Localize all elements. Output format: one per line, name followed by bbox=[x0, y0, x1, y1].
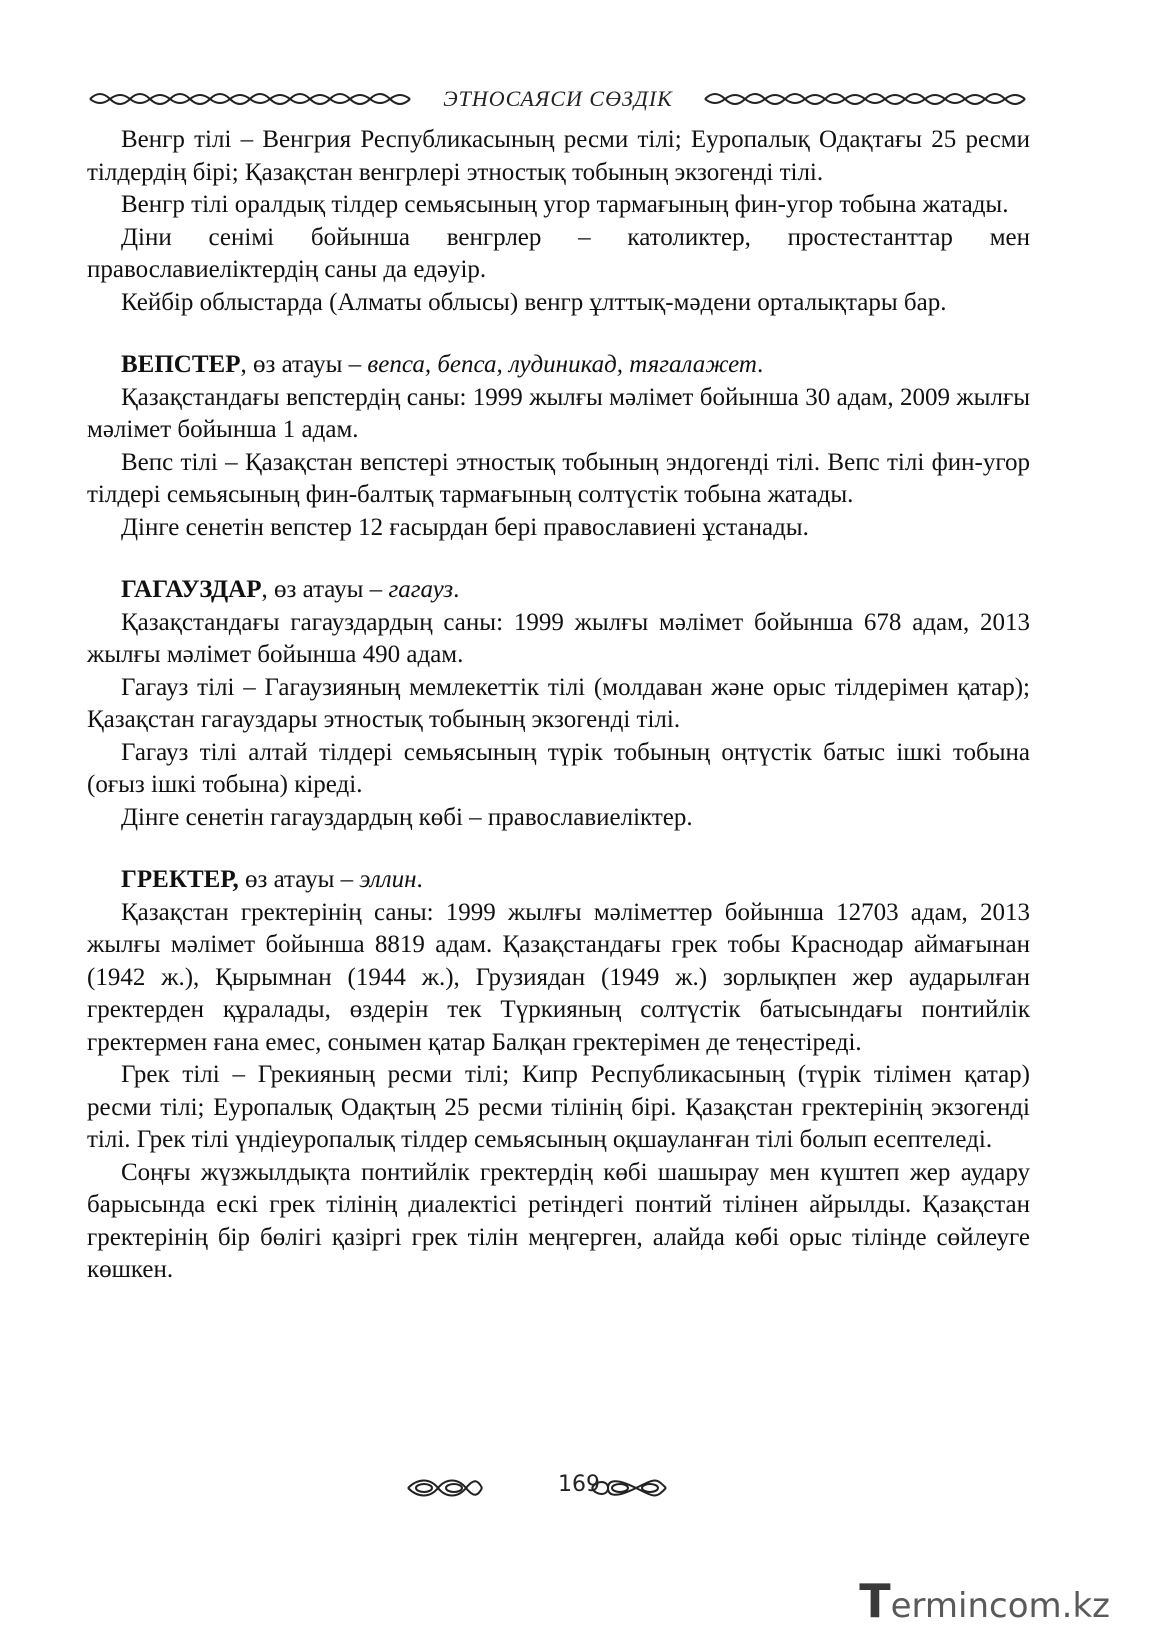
entry-self-name: гагауз bbox=[388, 576, 454, 603]
paragraph: Кейбір облыстарда (Алматы облысы) венгр ұлттық-мәдени орталықтары бар. bbox=[121, 288, 947, 316]
paragraph: Соңғы жүзжылдықта понтийлік гректердің көбі шашырау мен күштеп жер аудару барысында ескі грек тілінің диалектісі ретіндегі понтий тілінен айрылды. Қазақстан гректерінің бір бөлігі қазіргі грек тілін меңгерген, алайда көбі орыс тілінде сөйлеуге көшкен. bbox=[87, 1158, 1030, 1283]
paragraph: Қазақстандағы вепстердің саны: 1999 жылғы мәлімет бойынша 30 адам, 2009 жылғы мәлімет бойынша 1 адам. bbox=[87, 383, 1030, 443]
paragraph: Венгр тілі – Венгрия Республикасының ресми тілі; Еуропалық Одақтағы 25 ресми тілдердің бірі; Қазақстан венгрлері этностық тобының экзогенді тілі. bbox=[87, 126, 1030, 186]
paragraph: Дінге сенетін вепстер 12 ғасырдан бері православиені ұстанады. bbox=[121, 513, 809, 541]
watermark-logo bbox=[859, 1574, 1110, 1628]
entry-lead: , өз атауы – bbox=[240, 351, 368, 378]
paragraph: Дінге сенетін гагауздардың көбі – православиеліктер. bbox=[121, 803, 693, 831]
entry-self-name: вепса, бепса, лудиникад, тягалажет bbox=[367, 351, 757, 378]
entry-term: ГРЕКТЕР, bbox=[121, 866, 239, 893]
watermark-text: ermincom.kz bbox=[890, 1586, 1110, 1626]
paragraph: Венгр тілі оралдық тілдер семьясының угор тармағының фин-угор тобына жатады. bbox=[121, 191, 1009, 218]
entry-term: ВЕПСТЕР bbox=[121, 351, 241, 378]
footer-right-flourish-icon bbox=[590, 1476, 670, 1500]
entry-heading-gagauzdar bbox=[87, 574, 1030, 607]
entry-heading-grekter bbox=[87, 864, 1030, 897]
page-number: 169 bbox=[558, 1472, 600, 1497]
page-footer bbox=[0, 1468, 1158, 1508]
paragraph: Грек тілі – Грекияның ресми тілі; Кипр Республикасының (түрік тілімен қатар) ресми тілі; Еуропалық Одақтың 25 ресми тілінің бірі. Қазақстан гректерінің экзогенді тілі. Грек тілі үндіеуропалық тілдер семьясының оқшауланған тілі болып есептеледі. bbox=[87, 1061, 1030, 1153]
paragraph: Вепс тілі – Қазақстан вепстері этностық тобының эндогенді тілі. Вепс тілі фин-угор тілдері семьясының фин-балтық тармағының солтүстік тобына жатады. bbox=[87, 448, 1030, 508]
entry-lead: өз атауы – bbox=[238, 866, 360, 893]
watermark-big-letter: T bbox=[859, 1574, 891, 1628]
right-ornament-icon bbox=[703, 88, 1028, 110]
entry-term: ГАГАУЗДАР bbox=[121, 576, 262, 603]
entry-end: . bbox=[757, 351, 764, 378]
page-body bbox=[87, 124, 1030, 1287]
entry-lead: , өз атауы – bbox=[261, 576, 389, 603]
paragraph: Қазақстан гректерінің саны: 1999 жылғы мәліметтер бойынша 12703 адам, 2013 жылғы мәлімет бойынша 8819 адам. Қазақстандағы грек тобы Краснодар аймағынан (1942 ж.), Қырымнан (1944 ж.), Грузиядан (1949 ж.) зорлықпен жер аударылған гректерден құралады, өздерін тек Түркияның солтүстік батысындағы понтийлік гректермен ғана емес, сонымен қатар Балқан гректерімен де теңестіреді. bbox=[87, 898, 1030, 1056]
entry-end: . bbox=[416, 866, 423, 893]
header-title: ЭТНОСАЯСИ СӨЗДІК bbox=[443, 86, 673, 111]
paragraph: Гагауз тілі – Гагаузияның мемлекеттік тілі (молдаван және орыс тілдерімен қатар); Қазақстан гагауздары этностық тобының экзогенді тілі. bbox=[87, 673, 1030, 733]
running-header bbox=[88, 86, 1028, 116]
entry-heading-vepster bbox=[87, 349, 1030, 382]
paragraph: Қазақстандағы гагауздардың саны: 1999 жылғы мәлімет бойынша 678 адам, 2013 жылғы мәлімет бойынша 490 адам. bbox=[87, 608, 1030, 668]
paragraph: Гагауз тілі алтай тілдері семьясының түрік тобының оңтүстік батыс ішкі тобына (оғыз ішкі тобына) кіреді. bbox=[87, 738, 1030, 798]
entry-self-name: эллин bbox=[359, 866, 417, 893]
entry-end: . bbox=[453, 576, 460, 603]
paragraph: Діни сенімі бойынша венгрлер – католиктер, простестанттар мен православиеліктердің саны да едәуір. bbox=[87, 223, 1030, 283]
